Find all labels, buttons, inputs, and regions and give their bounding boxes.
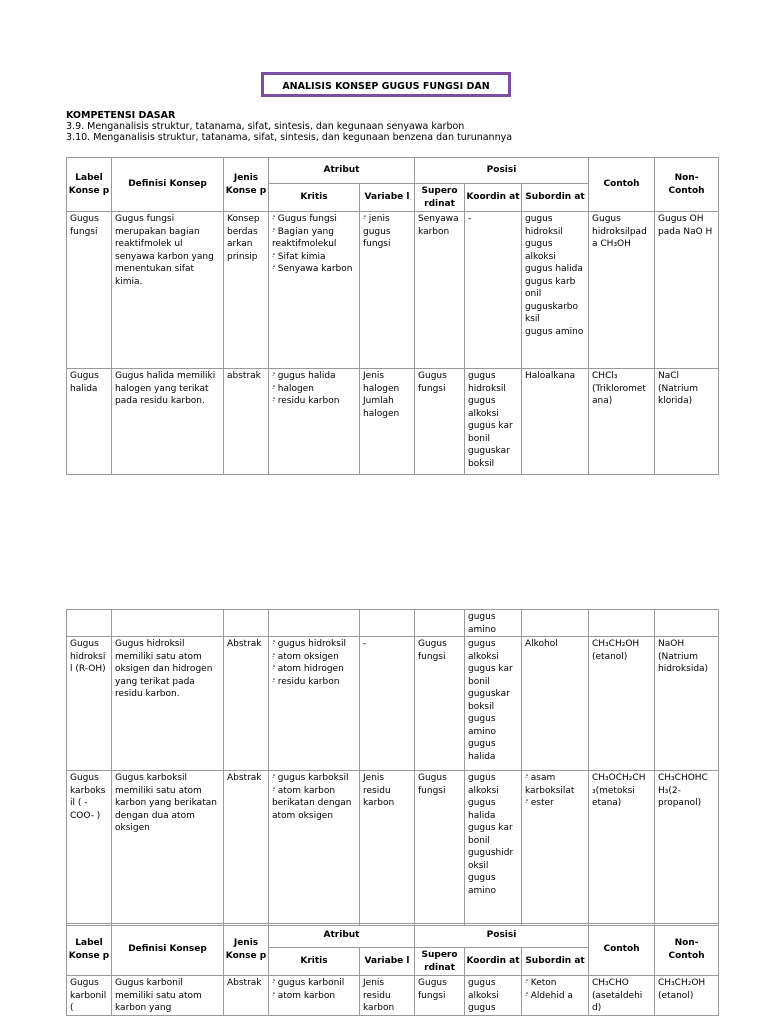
cell-label [67,610,112,637]
cell-koordinat-item: gugus amino [468,873,496,896]
header-superordinat: Supero rdinat [415,184,465,212]
table-row [67,212,719,369]
cell-contoh: CH₃CH₂OH (etanol) [589,637,655,771]
cell-kritis-item: ‧˄ atom karbon [272,990,356,1003]
cell-kritis-item: ‧˄ residu karbon [272,676,356,689]
concept-table-3 [66,923,719,1016]
cell-koordinat-item: gugushidr oksil [468,848,514,871]
cell-koordinat-item: gugus hidroksil [468,371,506,394]
header-contoh: Contoh [589,158,655,212]
cell-superordinat: Senyawa karbon [415,212,465,369]
cell-koordinat [465,610,522,637]
cell-superordinat: Gugus fungsi [415,771,465,926]
cell-jenis: Konsep berdas arkan prinsip [224,212,269,369]
concept-table-1 [66,157,719,475]
cell-contoh: CH₃CHO (asetaldehi d) [589,976,655,1016]
cell-contoh: CHCl₃ (Trikloromet ana) [589,369,655,475]
header-kritis: Kritis [269,948,360,976]
cell-superordinat: Gugus fungsi [415,976,465,1016]
cell-koordinat-item: gugus amino [468,612,496,635]
header-posisi: Posisi [415,158,589,184]
kompetensi-line: 3.9. Menganalisis struktur, tatanama, sifat, sintesis, dan kegunaan senyawa karbon [66,121,465,132]
cell-koordinat-item: gugus kar bonil [468,664,513,687]
cell-kritis-item: ‧˄ gugus karbonil [272,977,356,990]
cell-subordinat-item: ‧˄ asam karboksilat [525,772,585,797]
cell-kritis [269,771,360,926]
cell-variabel-item: Jenis halogen [363,371,400,394]
cell-variabel-item: - [363,639,367,649]
cell-kritis [269,610,360,637]
cell-variabel [360,610,415,637]
header-noncontoh: Non- Contoh [655,158,719,212]
cell-label: Gugus karboks il ( -COO- ) [67,771,112,926]
cell-variabel [360,976,415,1016]
header-subordinat: Subordin at [522,184,589,212]
cell-noncontoh [655,610,719,637]
cell-koordinat [465,771,522,926]
cell-kritis-item: ‧˄ residu karbon [272,395,356,408]
cell-koordinat [465,976,522,1016]
cell-noncontoh: CH₃CH₂OH (etanol) [655,976,719,1016]
header-kritis: Kritis [269,184,360,212]
header-variabel: Variabe l [360,948,415,976]
cell-kritis [269,369,360,475]
cell-kritis-item: ‧˄ atom oksigen [272,651,356,664]
header-subordinat: Subordin at [522,948,589,976]
header-definisi: Definisi Konsep [112,924,224,976]
cell-subordinat-item: gugus karb onil [525,276,576,299]
header-contoh: Contoh [589,924,655,976]
header-variabel: Variabe l [360,184,415,212]
table-row [67,369,719,475]
concept-table-2 [66,609,719,926]
kompetensi-dasar [66,110,512,143]
cell-subordinat-item: ‧˄ Keton [525,977,585,990]
cell-kritis [269,212,360,369]
cell-jenis [224,610,269,637]
header-koordinat: Koordin at [465,184,522,212]
cell-variabel [360,771,415,926]
cell-koordinat-item: gugus alkoksi [468,978,499,1001]
cell-subordinat-item: gugus halida [525,264,583,274]
cell-koordinat-item: guguskar boksil [468,689,510,712]
cell-subordinat [522,369,589,475]
kompetensi-heading: KOMPETENSI DASAR [66,110,176,121]
header-atribut: Atribut [269,924,415,948]
cell-label: Gugus fungsi [67,212,112,369]
cell-koordinat-item: guguskar boksil [468,446,510,469]
cell-subordinat [522,610,589,637]
cell-koordinat [465,369,522,475]
cell-kritis-item: ‧˄ gugus karboksil [272,772,356,785]
cell-kritis-item: ‧˄ atom karbon berikatan dengan atom oksigen [272,785,356,823]
cell-noncontoh: CH₃CHOHC H₃(2- propanol) [655,771,719,926]
cell-superordinat [415,610,465,637]
table-row [67,637,719,771]
cell-kritis [269,976,360,1016]
header-label: Label Konse p [67,158,112,212]
cell-koordinat-item: gugus alkoksi [468,773,499,796]
cell-subordinat [522,637,589,771]
cell-variabel [360,637,415,771]
cell-definisi: Gugus fungsi merupakan bagian reaktifmolek ul senyawa karbon yang menentukan sifat kimia. [112,212,224,369]
cell-subordinat-item: ‧˄ Aldehid a [525,990,585,1003]
cell-subordinat-item: gugus alkoksi [525,239,556,262]
cell-koordinat-item: gugus kar bonil [468,823,513,846]
cell-kritis-item: ‧˄ Sifat kimia [272,251,356,264]
cell-definisi: Gugus hidroksil memiliki satu atom oksigen dan hidrogen yang terikat pada residu karbon. [112,637,224,771]
cell-superordinat: Gugus fungsi [415,637,465,771]
cell-koordinat-item: gugus amino [468,714,496,737]
cell-subordinat-item: guguskarbo ksil [525,301,579,324]
cell-subordinat-item: Haloalkana [525,371,576,381]
cell-kritis-item: ‧˄ halogen [272,383,356,396]
cell-label: Gugus halida [67,369,112,475]
cell-koordinat-item: gugus halida [468,739,496,762]
cell-variabel [360,369,415,475]
cell-koordinat [465,637,522,771]
header-definisi: Definisi Konsep [112,158,224,212]
document-title: ANALISIS KONSEP GUGUS FUNGSI DAN [261,72,511,97]
cell-kritis-item: ‧˄ atom hidrogen [272,663,356,676]
cell-subordinat-item: ‧˄ ester [525,797,585,810]
header-label: Label Konse p [67,924,112,976]
header-koordinat: Koordin at [465,948,522,976]
cell-jenis: Abstrak [224,976,269,1016]
header-noncontoh: Non- Contoh [655,924,719,976]
cell-subordinat-item: gugus hidroksil [525,214,563,237]
cell-noncontoh: NaCl (Natrium klorida) [655,369,719,475]
cell-variabel [360,212,415,369]
cell-contoh: Gugus hidroksilpad a CH₃OH [589,212,655,369]
cell-jenis: Abstrak [224,771,269,926]
cell-koordinat-item: - [468,214,472,224]
table-row [67,610,719,637]
cell-contoh: CH₃OCH₂CH ₃(metoksi etana) [589,771,655,926]
cell-variabel-item: Jenis residu karbon [363,978,395,1013]
cell-variabel-item: Jumlah halogen [363,396,400,419]
cell-subordinat [522,976,589,1016]
header-jenis: Jenis Konse p [224,158,269,212]
cell-variabel-item: Jenis residu karbon [363,773,395,808]
cell-koordinat-item: gugus kar bonil [468,421,513,444]
cell-definisi: Gugus karbonil memiliki satu atom karbon yang [112,976,224,1016]
cell-kritis-item: ‧˄ gugus halida [272,370,356,383]
cell-label: Gugus karbonil ( [67,976,112,1016]
cell-kritis-item: ‧˄ Gugus fungsi [272,213,356,226]
header-jenis: Jenis Konse p [224,924,269,976]
cell-label: Gugus hidroksi l (R-OH) [67,637,112,771]
cell-kritis [269,637,360,771]
cell-definisi: Gugus halida memiliki halogen yang terikat pada residu karbon. [112,369,224,475]
cell-kritis-item: ‧˄ Senyawa karbon [272,263,356,276]
cell-koordinat-item: gugus halida [468,798,496,821]
cell-definisi [112,610,224,637]
cell-variabel-item: ‧˄ jenis gugus fungsi [363,213,411,251]
cell-contoh [589,610,655,637]
cell-superordinat: Gugus fungsi [415,369,465,475]
cell-koordinat [465,212,522,369]
header-posisi: Posisi [415,924,589,948]
cell-noncontoh: NaOH (Natrium hidroksida) [655,637,719,771]
cell-subordinat-item: Alkohol [525,639,558,649]
cell-koordinat-item: gugus alkoksi [468,639,499,662]
header-atribut: Atribut [269,158,415,184]
cell-subordinat-item: gugus amino [525,326,584,337]
cell-jenis: abstrak [224,369,269,475]
cell-definisi: Gugus karboksil memiliki satu atom karbon yang berikatan dengan dua atom oksigen [112,771,224,926]
cell-noncontoh: Gugus OH pada NaO H [655,212,719,369]
header-superordinat: Supero rdinat [415,948,465,976]
cell-koordinat-item: gugus alkoksi [468,396,499,419]
cell-koordinat-item: gugus [468,1003,496,1013]
table-row [67,771,719,926]
table-row [67,976,719,1016]
cell-kritis-item: ‧˄ gugus hidroksil [272,638,356,651]
kompetensi-line: 3.10. Menganalisis struktur, tatanama, sifat, sintesis, dan kegunaan benzena dan turunannya [66,132,513,143]
cell-jenis: Abstrak [224,637,269,771]
cell-subordinat [522,212,589,369]
cell-subordinat [522,771,589,926]
cell-kritis-item: ‧˄ Bagian yang reaktifmolekul [272,226,356,251]
